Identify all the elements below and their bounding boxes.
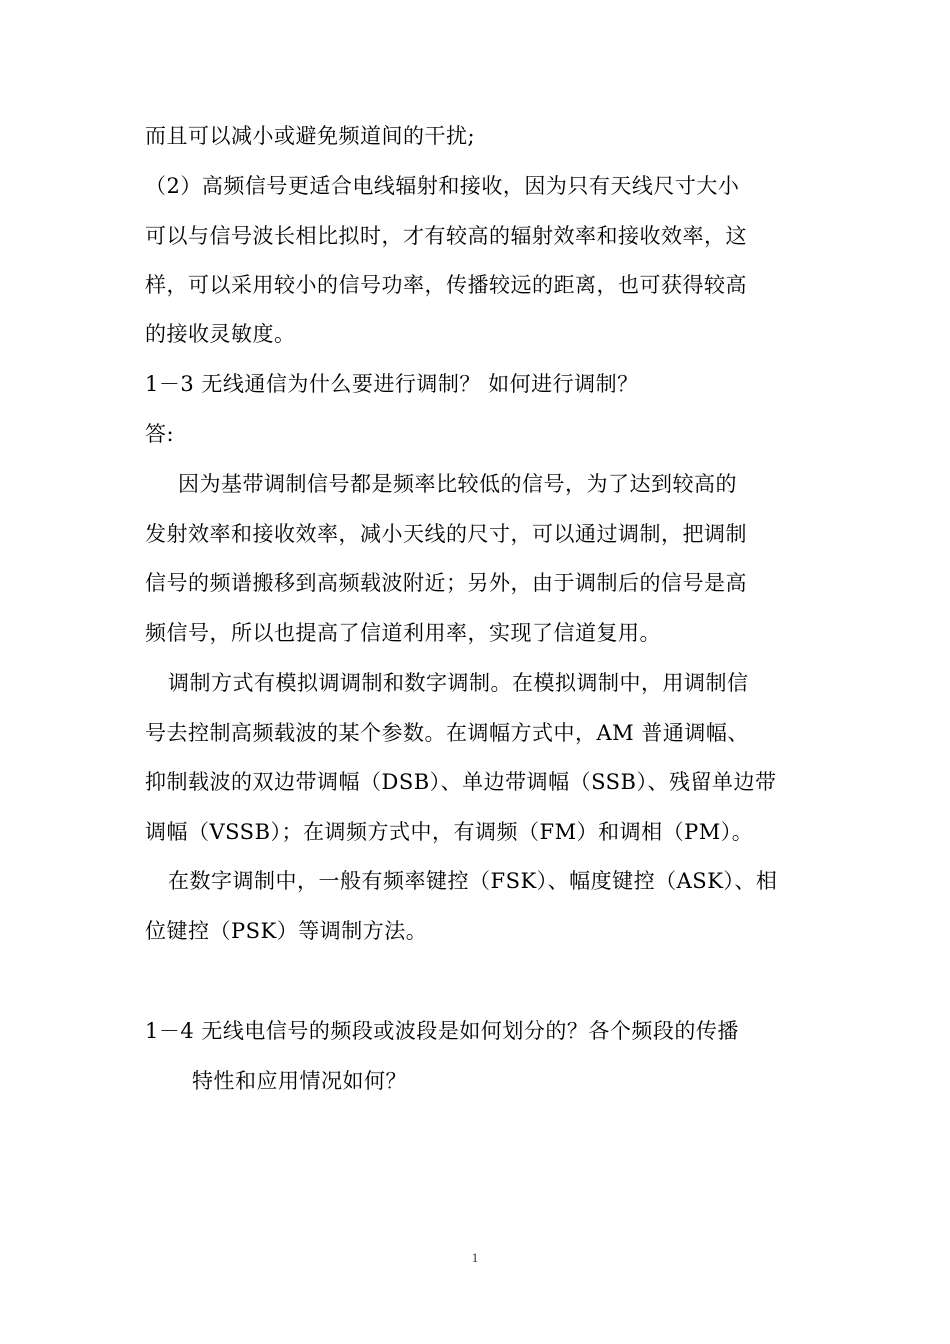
text-line: 信号的频谱搬移到高频载波附近；另外，由于调制后的信号是高 (145, 571, 747, 595)
text-line: 抑制载波的双边带调幅（DSB）、单边带调幅（SSB）、残留单边带 (145, 770, 777, 794)
text-line: 调制方式有模拟调调制和数字调制。在模拟调制中，用调制信 (168, 671, 749, 695)
text-line: 可以与信号波长相比拟时，才有较高的辐射效率和接收效率，这 (145, 224, 747, 248)
text-line: 特性和应用情况如何？ (192, 1069, 407, 1093)
question-heading: 1－4 无线电信号的频段或波段是如何划分的？各个频段的传播 (145, 1019, 739, 1043)
text-line: 因为基带调制信号都是频率比较低的信号，为了达到较高的 (178, 472, 737, 496)
text-line: 调幅（VSSB）；在调频方式中，有调频（FM）和调相（PM）。 (145, 820, 754, 844)
text-line: 在数字调制中，一般有频率键控（FSK）、幅度键控（ASK）、相 (168, 869, 778, 893)
text-line: 而且可以减小或避免频道间的干扰; (145, 124, 476, 148)
text-line: 号去控制高频载波的某个参数。在调幅方式中，AM 普通调幅、 (145, 721, 749, 745)
text-line: 发射效率和接收效率，减小天线的尺寸，可以通过调制，把调制 (145, 522, 747, 546)
page-number: 1 (471, 1250, 479, 1265)
question-heading: 1－3 无线通信为什么要进行调制？ 如何进行调制？ (145, 372, 639, 396)
text-line: 位键控（PSK）等调制方法。 (145, 919, 428, 943)
text-line: （2）高频信号更适合电线辐射和接收，因为只有天线尺寸大小 (145, 174, 740, 198)
text-line: 样，可以采用较小的信号功率，传播较远的距离，也可获得较高 (145, 273, 747, 297)
answer-label: 答: (145, 422, 175, 446)
text-line: 的接收灵敏度。 (145, 322, 296, 346)
text-line: 频信号，所以也提高了信道利用率，实现了信道复用。 (145, 621, 661, 645)
